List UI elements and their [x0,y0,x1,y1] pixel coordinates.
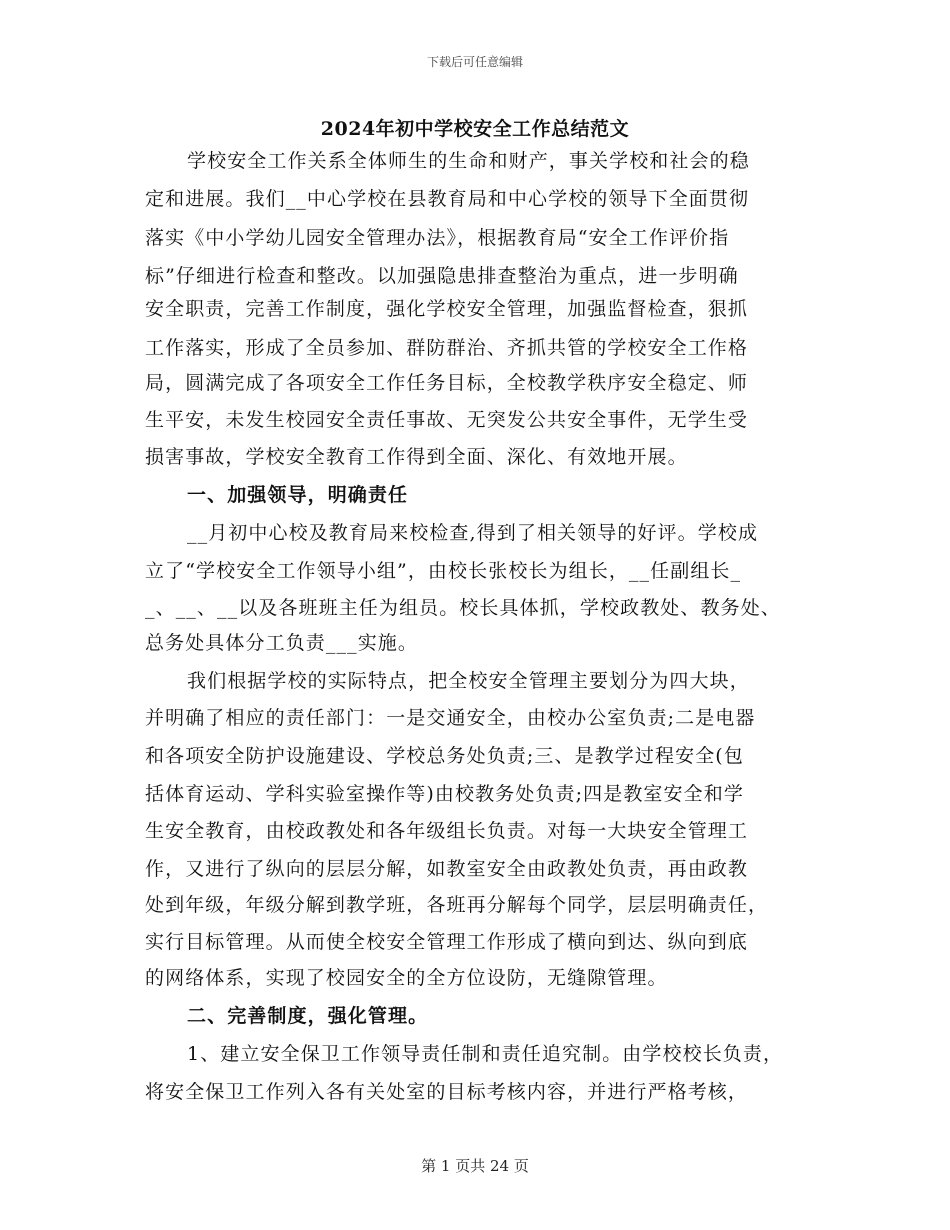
page-footer: 第 1 页共 24 页 [421,1157,529,1175]
body-line: 我们根据学校的实际特点，把全校安全管理主要划分为四大块， [187,670,750,692]
body-line: 落实《中小学幼儿园安全管理办法》，根据教育局“安全工作评价指 [145,227,730,249]
body-line: 的网络体系，实现了校园安全的全方位设防，无缝隙管理。 [145,967,668,989]
body-line: 1、建立安全保卫工作领导责任制和责任追究制。由学校校长负责， [187,1043,784,1065]
body-line: 实行目标管理。从而使全校安全管理工作形成了横向到达、纵向到底 [145,931,749,953]
body-line: _、__、__以及各班班主任为组员。校长具体抓，学校政教处、教务处、 [145,597,781,619]
section-heading-1: 一、加强领导，明确责任 [187,484,409,506]
body-line: 损害事故，学校安全教育工作得到全面、深化、有效地开展。 [145,446,688,468]
document-title: 2024年初中学校安全工作总结范文 [320,118,630,140]
body-line: 处到年级，年级分解到教学班，各班再分解每个同学，层层明确责任， [145,894,769,916]
body-line: 作，又进行了纵向的层层分解，如教室安全由政教处负责，再由政教 [145,858,749,880]
body-line: 标”仔细进行检查和整改。以加强隐患排查整治为重点，进一步明确 [145,265,739,287]
body-line: 安全职责，完善工作制度，强化学校安全管理，加强监督检查，狠抓 [145,298,749,320]
body-line: 括体育运动、学科实验室操作等)由校教务处负责;四是教室安全和学 [145,783,744,805]
body-line: 生平安，未发生校园安全责任事故、无突发公共安全事件，无学生受 [145,409,749,431]
body-line: 并明确了相应的责任部门：一是交通安全，由校办公室负责;二是电器 [145,707,756,729]
page-header: 下载后可任意编辑 [426,55,523,69]
body-line: __月初中心校及教育局来校检查,得到了相关领导的好评。学校成 [187,522,759,544]
body-line: 生安全教育，由校政教处和各年级组长负责。对每一大块安全管理工 [145,820,749,842]
body-line: 立了“学校安全工作领导小组”，由校长张校长为组长，__任副组长_ [145,560,742,582]
body-line: 局，圆满完成了各项安全工作任务目标，全校教学秩序安全稳定、师 [145,372,749,394]
body-line: 总务处具体分工负责___实施。 [145,632,419,654]
body-line: 工作落实，形成了全员参加、群防群治、齐抓共管的学校安全工作格 [145,337,749,359]
body-line: 定和进展。我们__中心学校在县教育局和中心学校的领导下全面贯彻 [145,188,750,210]
body-line: 将安全保卫工作列入各有关处室的目标考核内容，并进行严格考核， [145,1081,749,1103]
section-heading-2: 二、完善制度，强化管理。 [187,1005,429,1027]
body-line: 学校安全工作关系全体师生的生命和财产，事关学校和社会的稳 [187,150,750,172]
body-line: 和各项安全防护设施建设、学校总务处负责;三、是教学过程安全(包 [145,745,744,767]
